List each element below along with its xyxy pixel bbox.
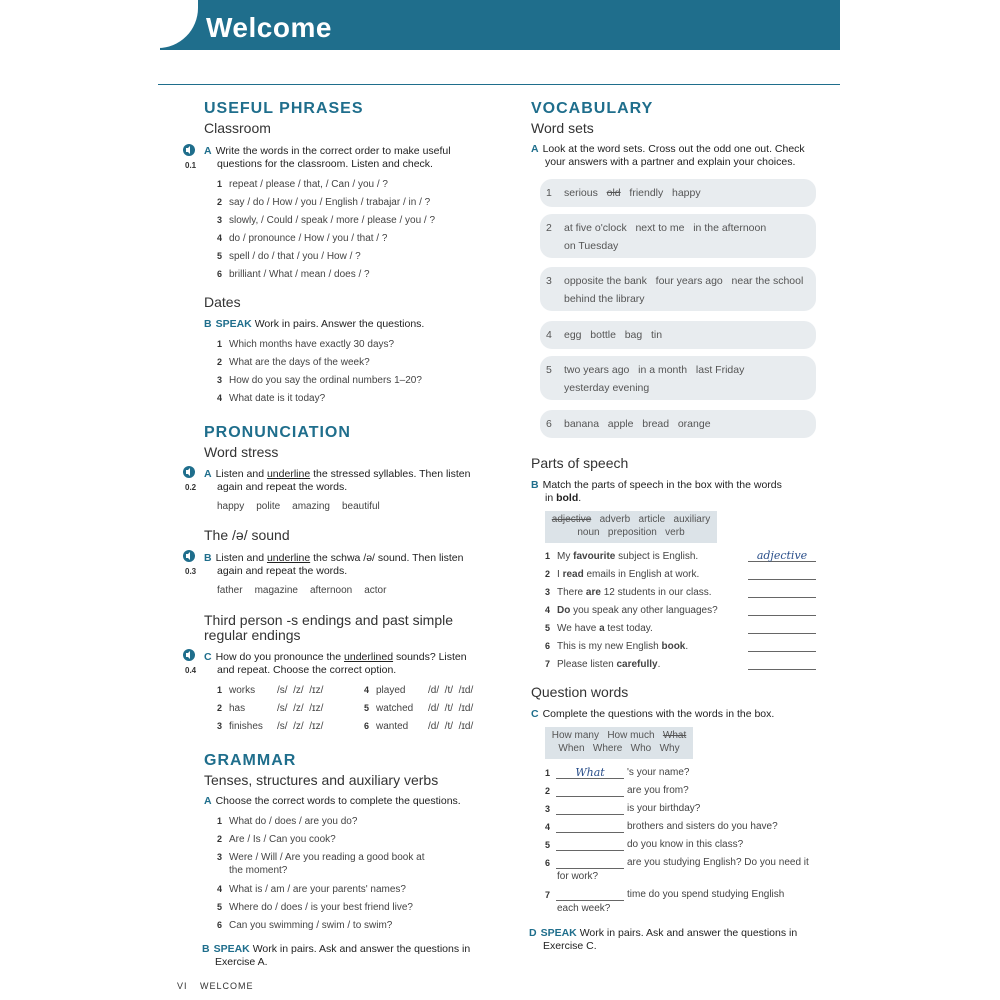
word-list: happy polite amazing beautiful [217, 501, 380, 512]
list-item-text: each week? [557, 903, 611, 914]
list-item-text: brothers and sisters do you have? [627, 821, 778, 832]
word-set-2: 2 at five o'clock next to me in the afternoon on Tuesday [540, 214, 816, 258]
word-box: adjective adverb article auxiliary noun preposition verb [545, 511, 717, 543]
list-item: 7 Please listen carefully. [545, 659, 661, 670]
word-set-5: 5 two years ago in a month last Friday yesterday evening [540, 356, 816, 400]
list-item: 4 [545, 822, 551, 832]
instruction-text: Write the words in the correct order to make useful [215, 145, 451, 157]
list-item-text: for work? [557, 871, 599, 882]
instruction-text: questions for the classroom. Listen and check. [217, 158, 433, 170]
list-item-text: are you from? [627, 785, 689, 796]
page-title: Welcome [206, 12, 332, 43]
word-set-3: 3 opposite the bank four years ago near the school behind the library [540, 267, 816, 311]
answer-field[interactable] [556, 888, 624, 901]
list-item: 1 Which months have exactly 30 days? [217, 339, 395, 350]
list-item-text: are you studying English? Do you need it [627, 857, 809, 868]
answer-field[interactable] [556, 784, 624, 797]
list-item: 1 works /s/ /z/ /ɪz/ [217, 685, 324, 696]
track-number: 0.2 [185, 483, 197, 492]
parts-of-speech-subtitle: Parts of speech [531, 455, 629, 471]
exercise-instruction: B SPEAK Work in pairs. Ask and answer the questions in [202, 943, 471, 955]
grammar-title: GRAMMAR [204, 752, 297, 769]
answer-field[interactable] [748, 603, 816, 616]
list-item: 1 repeat / please / that, / Can / you / ? [217, 179, 388, 190]
list-item: 2 say / do / How / you / English / trabajar / in / ? [217, 197, 431, 208]
list-item: 6 Can you swimming / swim / to swim? [217, 920, 393, 931]
third-person-subtitle: regular endings [204, 627, 301, 643]
answer-field[interactable]: adjective [748, 549, 816, 562]
word-sets-subtitle: Word sets [531, 120, 594, 136]
list-item: 2 I read emails in English at work. [545, 569, 700, 580]
exercise-letter: A [204, 145, 212, 157]
instruction-text: your answers with a partner and explain your choices. [545, 156, 796, 168]
exercise-instruction: C Complete the questions with the words in the box. [531, 708, 775, 720]
list-item: 3 How do you say the ordinal numbers 1–20? [217, 375, 422, 386]
classroom-subtitle: Classroom [204, 120, 271, 136]
answer-field[interactable] [556, 802, 624, 815]
schwa-subtitle: The /ə/ sound [204, 527, 290, 543]
list-item: the moment? [229, 865, 288, 876]
answer-field[interactable] [748, 567, 816, 580]
instruction-text: Exercise A. [215, 956, 268, 968]
audio-icon[interactable] [182, 649, 196, 661]
list-item-text: do you know in this class? [627, 839, 744, 850]
list-item: 1 [545, 768, 551, 778]
list-item-text: is your birthday? [627, 803, 701, 814]
list-item: 5 watched /d/ /t/ /ɪd/ [364, 703, 474, 714]
track-number: 0.3 [185, 567, 197, 576]
list-item: 1 My favourite subject is English. [545, 551, 699, 562]
list-item: 5 Where do / does / is your best friend live? [217, 902, 413, 913]
dates-subtitle: Dates [204, 294, 241, 310]
list-item: 2 What are the days of the week? [217, 357, 370, 368]
answer-field[interactable] [748, 657, 816, 670]
answer-field[interactable] [748, 585, 816, 598]
answer-field[interactable] [556, 838, 624, 851]
vocabulary-title: VOCABULARY [531, 100, 654, 117]
answer-field[interactable] [556, 856, 624, 869]
instruction-text: and repeat. Choose the correct option. [217, 664, 397, 676]
list-item: 2 Are / Is / Can you cook? [217, 834, 336, 845]
list-item: 3 There are 12 students in our class. [545, 587, 712, 598]
audio-icon[interactable] [182, 466, 196, 478]
list-item: 4 played /d/ /t/ /ɪd/ [364, 685, 474, 696]
list-item: 2 [545, 786, 551, 796]
exercise-instruction: A Listen and underline the stressed syllables. Then listen [204, 468, 471, 480]
exercise-instruction: B Listen and underline the schwa /ə/ sound. Then listen [204, 552, 464, 564]
pronunciation-title: PRONUNCIATION [204, 424, 351, 441]
exercise-instruction: B Match the parts of speech in the box with the words [531, 479, 782, 491]
useful-phrases-title: USEFUL PHRASES [204, 100, 364, 117]
track-number: 0.4 [185, 666, 197, 675]
list-item: 7 [545, 890, 551, 900]
word-list: father magazine afternoon actor [217, 585, 387, 596]
audio-icon[interactable] [182, 550, 196, 562]
word-set-6: 6 banana apple bread orange [540, 410, 816, 438]
instruction-text: Exercise C. [543, 940, 597, 952]
page-number: VI [177, 981, 188, 991]
list-item: 6 brilliant / What / mean / does / ? [217, 269, 370, 280]
list-item: 2 has /s/ /z/ /ɪz/ [217, 703, 324, 714]
list-item: 6 [545, 858, 551, 868]
word-stress-subtitle: Word stress [204, 444, 279, 460]
list-item: 3 finishes /s/ /z/ /ɪz/ [217, 721, 324, 732]
list-item: 5 [545, 840, 551, 850]
list-item: 3 [545, 804, 551, 814]
exercise-instruction [204, 145, 451, 158]
list-item-text: time do you spend studying English [627, 889, 785, 900]
exercise-instruction: A Look at the word sets. Cross out the odd one out. Check [531, 143, 805, 155]
exercise-instruction: B SPEAK Work in pairs. Answer the questions. [204, 318, 425, 330]
word-set-4: 4 egg bottle bag tin [540, 321, 816, 349]
list-item: 6 This is my new English book. [545, 641, 689, 652]
audio-icon[interactable] [182, 144, 196, 156]
answer-field[interactable]: What [556, 766, 624, 779]
speak-label: SPEAK [215, 318, 252, 330]
instruction-text: again and repeat the words. [217, 565, 348, 577]
list-item: 1 What do / does / are you do? [217, 816, 358, 827]
answer-field[interactable] [748, 621, 816, 634]
list-item: 4 What date is it today? [217, 393, 326, 404]
list-item: 6 wanted /d/ /t/ /ɪd/ [364, 721, 474, 732]
list-item: 5 spell / do / that / you / How / ? [217, 251, 361, 262]
instruction-text: in bold. [545, 492, 582, 504]
exercise-instruction: C How do you pronounce the underlined sounds? Listen [204, 651, 467, 663]
track-number: 0.1 [185, 161, 197, 170]
footer-label: WELCOME [200, 981, 254, 991]
instruction-text: again and repeat the words. [217, 481, 348, 493]
question-words-subtitle: Question words [531, 684, 629, 700]
list-item: 4 Do you speak any other languages? [545, 605, 718, 616]
exercise-instruction: A Choose the correct words to complete the questions. [204, 795, 461, 807]
list-item: 4 do / pronounce / How / you / that / ? [217, 233, 388, 244]
grammar-subtitle: Tenses, structures and auxiliary verbs [204, 772, 439, 788]
word-set-1: 1 serious old friendly happy [540, 179, 816, 207]
header-rule [158, 84, 840, 85]
answer-field[interactable] [748, 639, 816, 652]
list-item: 3 slowly, / Could / speak / more / please / you / ? [217, 215, 436, 226]
third-person-subtitle: Third person -s endings and past simple [204, 612, 454, 628]
list-item: 5 We have a test today. [545, 623, 653, 634]
list-item: 4 What is / am / are your parents' names? [217, 884, 406, 895]
word-box: How many How much What When Where Who Why [545, 727, 693, 759]
list-item: 3 Were / Will / Are you reading a good book at [217, 852, 425, 863]
exercise-instruction: D SPEAK Work in pairs. Ask and answer the questions in [529, 927, 798, 939]
answer-field[interactable] [556, 820, 624, 833]
list-item-text: 's your name? [627, 767, 690, 778]
